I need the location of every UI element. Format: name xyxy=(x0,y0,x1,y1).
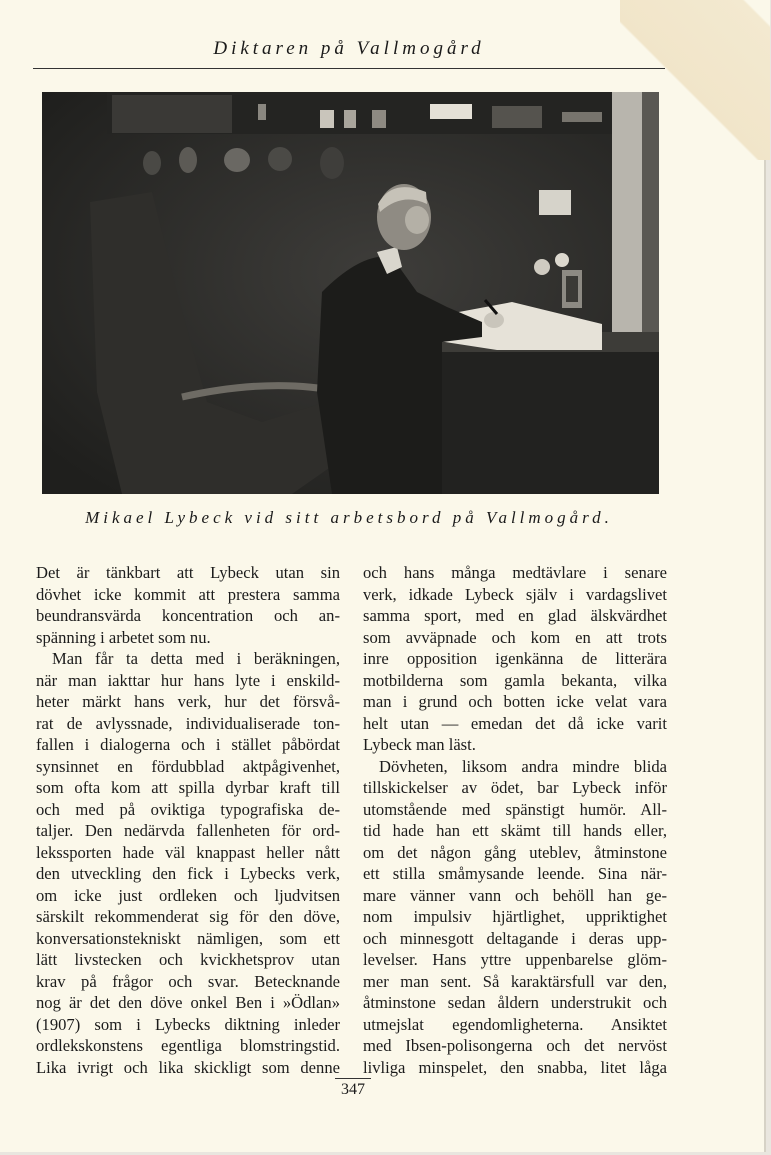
header-rule xyxy=(33,68,665,69)
text-line: taljer. Den nedärvda fallenheten för ord- xyxy=(36,821,340,840)
text-line: samma sport, med en glad älskvärdhet xyxy=(363,606,667,625)
text-line: Dövheten, liksom andra mindre blida xyxy=(379,756,667,776)
text-line: levelser. Hans yttre uppenbarelse glöm- xyxy=(363,950,667,969)
text-line: lekssporten hade väl knappast heller nått xyxy=(36,842,340,862)
text-line: dövhet icke kommit att prestera samma xyxy=(36,584,340,604)
text-line: tid hade han ett skämt till hands eller, xyxy=(363,821,667,840)
text-line: ordlekskonstens egentliga blomstringstid. xyxy=(36,1036,340,1055)
text-line: rat de avlyssnade, individualiserade ton- xyxy=(36,713,340,733)
photo-caption: Mikael Lybeck vid sitt arbetsbord på Vallmogård. xyxy=(85,508,613,527)
text-line: nog är det den döve onkel Ben i »Ödlan» xyxy=(36,993,340,1012)
page-number: 347 xyxy=(341,1081,365,1098)
text-line: Det är tänkbart att Lybeck utan sin xyxy=(36,563,340,582)
page-number-rule xyxy=(335,1078,371,1079)
text-line: nom impulsiv hjärtlighet, uppriktighet xyxy=(363,907,667,926)
text-line: mer man sent. Så karaktärsfull var den, xyxy=(363,971,667,991)
text-line: mare vänner vann och behöll han ge- xyxy=(363,885,667,905)
text-line: den utveckling den fick i Lybecks verk, xyxy=(36,864,340,883)
running-head: Diktaren på Vallmogård xyxy=(213,38,485,59)
text-line: om det någon gång uteblev, åtminstone xyxy=(363,842,667,862)
photograph-lybeck-at-desk xyxy=(42,92,659,494)
text-line: ett stilla småmysande leende. Sina när- xyxy=(363,864,667,883)
text-line: som ofta kom att spilla dyrbar kraft till xyxy=(36,778,340,797)
text-line: lätt livstecken och kvickhetsprov utan xyxy=(36,950,340,969)
text-line: och minnesgott deltagande i deras upp- xyxy=(363,928,667,948)
text-line: utmejslat egendomligheterna. Ansiktet xyxy=(363,1014,667,1034)
text-line: när man iakttar hur hans lyte i enskild- xyxy=(36,670,340,690)
text-line: (1907) som i Lybecks diktning inleder xyxy=(36,1014,340,1034)
text-column-right xyxy=(363,562,667,1078)
text-line: utomstående med spänstigt humör. All- xyxy=(363,799,667,819)
text-line: heter märkt hans verk, hur det försvå- xyxy=(36,692,340,711)
text-line: Lika ivrigt och lika skickligt som denne xyxy=(36,1057,340,1077)
text-line: Man får ta detta med i beräkningen, xyxy=(52,649,340,668)
text-line: motbilderna som gamla bekanta, vilka xyxy=(363,670,667,690)
text-line: tillskickelser av ödet, bar Lybeck inför xyxy=(363,778,667,797)
text-line: inre opposition igenkänna de litterära xyxy=(363,649,667,668)
text-line: med Ibsen-polisongerna och det nervöst xyxy=(363,1036,667,1055)
text-line: särskilt rekommenderat sig för den döve, xyxy=(36,907,340,926)
text-line: synsinnet en fördubblad aktpågivenhet, xyxy=(36,756,340,776)
text-line: konversationstekniskt nämligen, som ett xyxy=(36,928,340,948)
text-line: åtminstone sedan åldern understrukit och xyxy=(363,993,667,1012)
text-line: fallen i dialogerna och i stället påbördat xyxy=(36,735,340,754)
photograph-icon xyxy=(42,92,659,494)
text-column-left xyxy=(36,562,340,1078)
text-line: om icke just ordleken och ljudvitsen xyxy=(36,885,340,905)
text-line: och hans många medtävlare i senare xyxy=(363,563,667,582)
text-line: och med på oviktiga typografiska de- xyxy=(36,799,340,819)
text-line: livliga minspelet, den snabba, litet låga xyxy=(363,1057,667,1077)
text-line: helt utan — emedan det då icke varit xyxy=(363,713,667,733)
text-line: spänning i arbetet som nu. xyxy=(36,627,211,647)
text-line: verk, idkade Lybeck själv i vardagslivet xyxy=(363,584,667,604)
text-line: beundransvärda koncentration och an- xyxy=(36,606,340,625)
text-line: som avväpnade och kom en att trots xyxy=(363,627,667,647)
text-line: krav på frågor och svar. Betecknande xyxy=(36,971,340,991)
text-line: man i grund och botten icke velat vara xyxy=(363,692,667,711)
text-line: Lybeck man läst. xyxy=(363,735,476,754)
